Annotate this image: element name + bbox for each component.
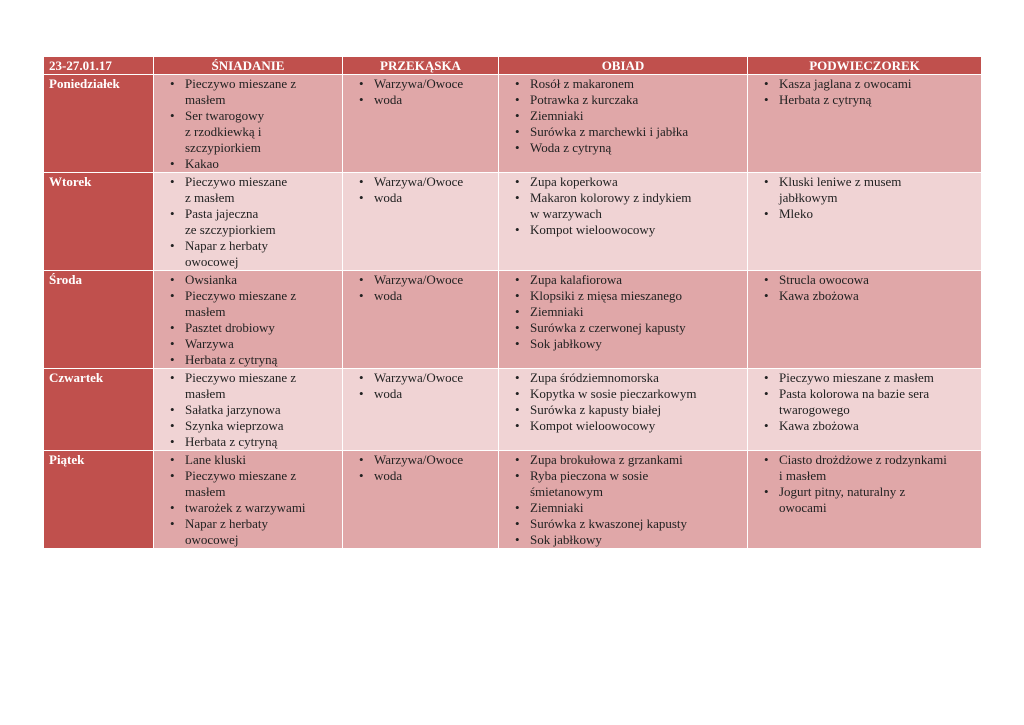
menu-item: • Klopsiki z mięsa mieszanego — [499, 288, 743, 304]
menu-item: • Ziemniaki — [499, 500, 743, 516]
menu-item: • Napar z herbaty owocowej — [154, 516, 338, 548]
afternoon-snack-cell — [748, 451, 982, 549]
menu-item-list — [499, 75, 747, 156]
lunch-header: OBIAD — [499, 57, 748, 75]
breakfast-cell — [154, 75, 343, 173]
menu-item: • Warzywa/Owoce — [343, 76, 494, 92]
afternoon-snack-cell — [748, 271, 982, 369]
menu-item: • Zupa brokułowa z grzankami — [499, 452, 743, 468]
menu-item: • Pasta kolorowa na bazie sera twarogowego — [748, 386, 977, 418]
menu-item: • Lane kluski — [154, 452, 338, 468]
menu-item-list — [154, 173, 342, 270]
menu-item-list — [154, 369, 342, 450]
menu-item: • Pieczywo mieszane z masłem — [154, 288, 338, 320]
menu-item-list — [748, 369, 981, 434]
table-row — [44, 173, 982, 271]
afternoon-snack-header: PODWIECZOREK — [748, 57, 982, 75]
snack-cell — [343, 173, 499, 271]
menu-item: • Zupa koperkowa — [499, 174, 743, 190]
menu-item: • Warzywa/Owoce — [343, 452, 494, 468]
menu-item: • Surówka z kapusty białej — [499, 402, 743, 418]
afternoon-snack-cell — [748, 75, 982, 173]
table-row — [44, 369, 982, 451]
lunch-cell — [499, 271, 748, 369]
menu-item: • Kompot wieloowocowy — [499, 418, 743, 434]
snack-cell — [343, 75, 499, 173]
menu-item: • Kakao — [154, 156, 338, 172]
lunch-cell — [499, 173, 748, 271]
menu-item-list — [748, 75, 981, 108]
lunch-cell — [499, 75, 748, 173]
menu-item: • Surówka z kwaszonej kapusty — [499, 516, 743, 532]
menu-item: • Szynka wieprzowa — [154, 418, 338, 434]
table-body — [44, 75, 982, 549]
menu-item: • woda — [343, 190, 494, 206]
menu-item: • Warzywa/Owoce — [343, 272, 494, 288]
menu-item: • woda — [343, 468, 494, 484]
menu-item: • Kawa zbożowa — [748, 288, 977, 304]
menu-item-list — [343, 451, 498, 484]
table-row — [44, 451, 982, 549]
menu-item: • woda — [343, 386, 494, 402]
menu-item: • Herbata z cytryną — [154, 352, 338, 368]
menu-item: • Sałatka jarzynowa — [154, 402, 338, 418]
menu-item: • Potrawka z kurczaka — [499, 92, 743, 108]
menu-item: • Rosół z makaronem — [499, 76, 743, 92]
menu-item-list — [343, 173, 498, 206]
menu-item: • Pasztet drobiowy — [154, 320, 338, 336]
menu-item-list — [499, 451, 747, 548]
header-row — [44, 57, 982, 75]
menu-item: • Napar z herbaty owocowej — [154, 238, 338, 270]
menu-item: • Pieczywo mieszane z masłem — [748, 370, 977, 386]
menu-item: • Pieczywo mieszane z masłem — [154, 76, 338, 108]
lunch-cell — [499, 369, 748, 451]
table-row — [44, 271, 982, 369]
menu-item-list — [154, 451, 342, 548]
menu-item-list — [499, 173, 747, 238]
snack-cell — [343, 369, 499, 451]
afternoon-snack-cell — [748, 369, 982, 451]
menu-item: • Herbata z cytryną — [748, 92, 977, 108]
menu-item-list — [748, 173, 981, 222]
menu-item: • Woda z cytryną — [499, 140, 743, 156]
menu-item-list — [499, 369, 747, 434]
breakfast-cell — [154, 173, 343, 271]
menu-item: • Zupa śródziemnomorska — [499, 370, 743, 386]
date-range-header: 23-27.01.17 — [44, 57, 154, 75]
weekly-menu-table — [43, 56, 982, 549]
table-header — [44, 57, 982, 75]
menu-item: • Surówka z czerwonej kapusty — [499, 320, 743, 336]
menu-item-list — [343, 369, 498, 402]
menu-item: • Strucla owocowa — [748, 272, 977, 288]
menu-item: • Makaron kolorowy z indykiem w warzywach — [499, 190, 743, 222]
menu-item: • Pasta jajeczna ze szczypiorkiem — [154, 206, 338, 238]
menu-item: • woda — [343, 288, 494, 304]
menu-item-list — [343, 75, 498, 108]
menu-item-list — [499, 271, 747, 352]
menu-item: • Sok jabłkowy — [499, 532, 743, 548]
menu-item: • twarożek z warzywami — [154, 500, 338, 516]
menu-item: • Ryba pieczona w sosie śmietanowym — [499, 468, 743, 500]
day-label: Poniedziałek — [44, 75, 154, 173]
menu-item: • Owsianka — [154, 272, 338, 288]
menu-item-list — [154, 271, 342, 368]
menu-item: • Ciasto drożdżowe z rodzynkami i masłem — [748, 452, 977, 484]
menu-item: • Ser twarogowy z rzodkiewką i szczypiorkiem — [154, 108, 338, 156]
menu-item: • Kasza jaglana z owocami — [748, 76, 977, 92]
day-label: Środa — [44, 271, 154, 369]
day-label: Czwartek — [44, 369, 154, 451]
menu-item: • Pieczywo mieszane z masłem — [154, 468, 338, 500]
menu-item: • Pieczywo mieszane z masłem — [154, 370, 338, 402]
menu-item-list — [154, 75, 342, 172]
menu-item: • Kluski leniwe z musem jabłkowym — [748, 174, 977, 206]
menu-item: • Kawa zbożowa — [748, 418, 977, 434]
menu-item-list — [343, 271, 498, 304]
menu-item: • woda — [343, 92, 494, 108]
day-label: Wtorek — [44, 173, 154, 271]
menu-item: • Warzywa — [154, 336, 338, 352]
snack-header: PRZEKĄSKA — [343, 57, 499, 75]
breakfast-cell — [154, 271, 343, 369]
menu-item: • Mleko — [748, 206, 977, 222]
menu-item: • Ziemniaki — [499, 108, 743, 124]
menu-item: • Herbata z cytryną — [154, 434, 338, 450]
menu-item-list — [748, 451, 981, 516]
menu-item: • Zupa kalafiorowa — [499, 272, 743, 288]
breakfast-header: ŚNIADANIE — [154, 57, 343, 75]
menu-item: • Ziemniaki — [499, 304, 743, 320]
snack-cell — [343, 451, 499, 549]
menu-item: • Jogurt pitny, naturalny z owocami — [748, 484, 977, 516]
breakfast-cell — [154, 369, 343, 451]
table-row — [44, 75, 982, 173]
day-label: Piątek — [44, 451, 154, 549]
menu-item: • Warzywa/Owoce — [343, 174, 494, 190]
lunch-cell — [499, 451, 748, 549]
afternoon-snack-cell — [748, 173, 982, 271]
menu-item: • Pieczywo mieszane z masłem — [154, 174, 338, 206]
menu-item: • Kompot wieloowocowy — [499, 222, 743, 238]
breakfast-cell — [154, 451, 343, 549]
menu-item: • Sok jabłkowy — [499, 336, 743, 352]
menu-item: • Kopytka w sosie pieczarkowym — [499, 386, 743, 402]
snack-cell — [343, 271, 499, 369]
menu-item-list — [748, 271, 981, 304]
menu-item: • Warzywa/Owoce — [343, 370, 494, 386]
menu-item: • Surówka z marchewki i jabłka — [499, 124, 743, 140]
